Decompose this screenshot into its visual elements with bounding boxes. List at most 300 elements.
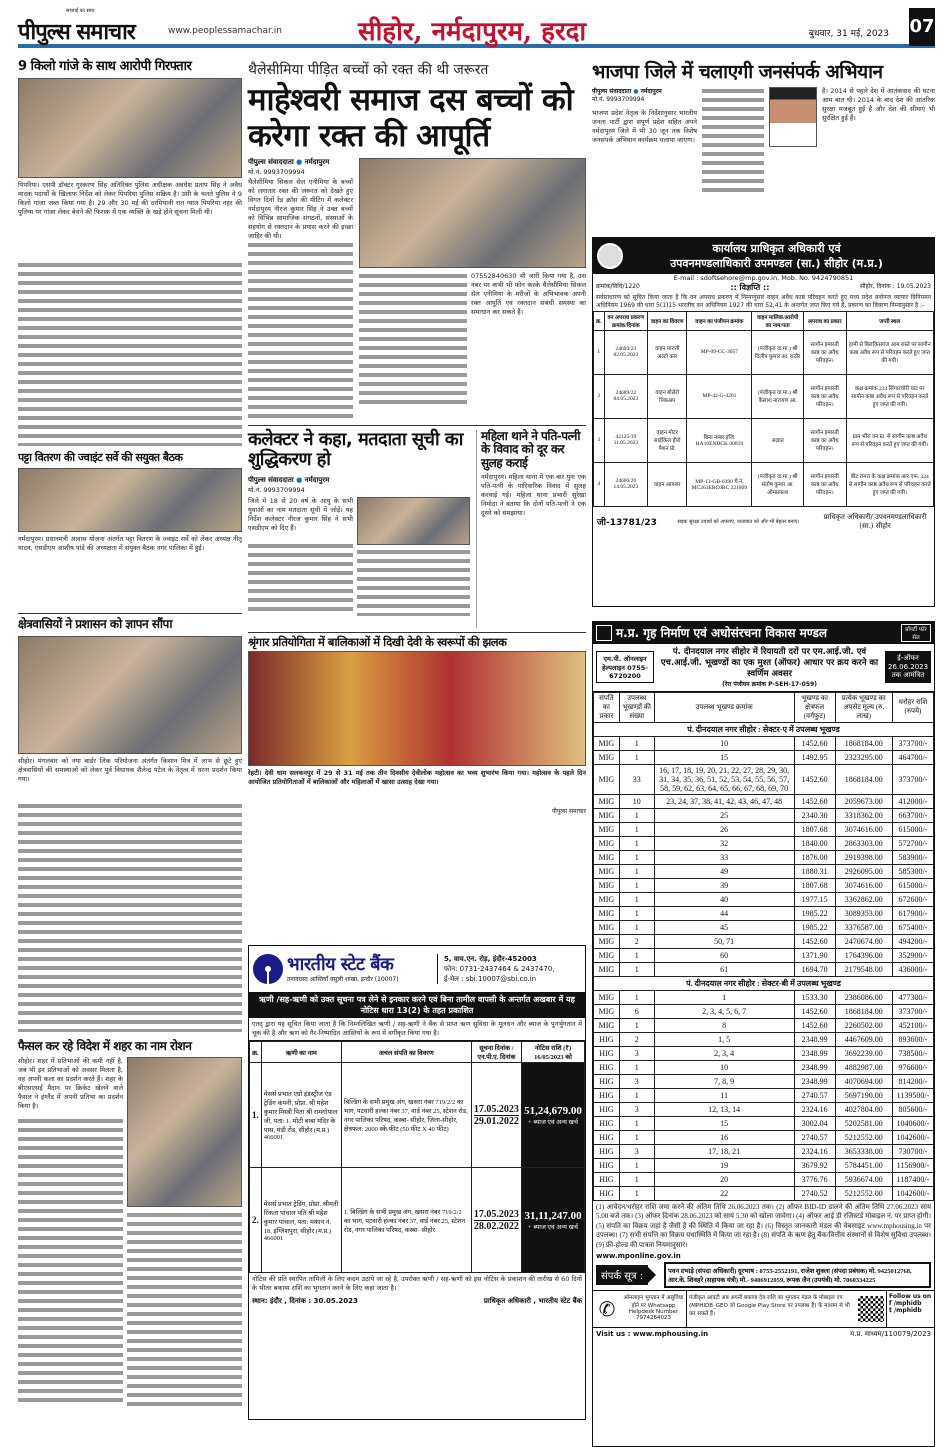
reporter: पीपुल्स संवाददाता [248, 475, 294, 484]
bank-phone: फोन: 0731-2437464 & 2437470, [444, 965, 555, 973]
column-header: वन अपराध प्रकरण क्रमांक/दिनांक [604, 311, 648, 330]
table-cell: (पंजीकृत वा.मा.) श्री दिलीप कुमार आ. राठौर [752, 330, 803, 374]
table-row [594, 850, 934, 864]
table-cell: 15 [654, 1116, 794, 1130]
terms: (1) आवेदन/धरोहर राशि जमा करने की अंतिम तिथि 26.06.2023 तक। (2) ऑफर BID-ID डालने की अंतिम तिथि 27.06.2023 सायं 5.00 बजे तक। (3) ऑफर दिनांक 28.06.2023 को सायं 5.30 को खोला जावेगा। (4) ऑफर आई डी रजिस्टर्ड मोबाइल नं. पर प्राप्त होगी। (5) संपति का विक्रय जहां है जैसी है की स्थिति में किया जा रहा है। (6) विस्तृत जानकारी मंडल की वेबसाइट www.mphousing.in पर उपलब्ध। (7) सभी संपत्ति का विक्रय यथास्थिति में किया जा रहा है। (8) संपति के ऋण हेतु बैंक/वित्तीय संस्थानों से विशेष सुविधा उपलब्ध। (9) फ्री-होल्ड की पात्रता नियमानुसार। [596, 1202, 931, 1249]
table-cell: HIG [594, 1186, 620, 1200]
amount-extra: + ब्याज एवं अन्य खर्च [528, 1223, 578, 1231]
table-cell: वाहन आयशर [648, 462, 687, 506]
table-cell: 3074616.00 [835, 878, 892, 892]
table-cell: 1 [619, 1158, 654, 1172]
table-cell: 44 [654, 906, 794, 920]
table-cell: HIG [594, 1158, 620, 1172]
article-text-continued [702, 87, 764, 197]
table-cell: 1 [619, 892, 654, 906]
article-body: पिपरिया। एसपी डॉक्टर गुरकरण सिंह अतिरिक्त पुलिस अधीक्षक अवधेश प्रताप सिंह ने अवैध मादक पदार्थों के खिलाफ निर्देश को लेकर पिपरिया पुलिस सक्रिय है। उसी के चलते पुलिस ने 9 किलो गांजा जब्त किया गया है। 29 और 30 मई की दरमियानी रात ग्वाल पिपरिया नहर की पुलिया पर गांजा लेकर बेचने की फिराक में एक व्यक्ति के खड़े होने सूचना मिली थी। [18, 181, 242, 217]
table-cell: ग्राम भौंरा वन ग्रा. से सागौन काष्ठ अवैध रूप से परिवहन करते हुए जप्त की गयी। [846, 418, 933, 462]
table-cell: MIG [594, 892, 620, 906]
table-cell: HIG [594, 1032, 620, 1046]
table-row [594, 864, 934, 878]
table-cell: 615000/- [892, 822, 933, 836]
article-photo [18, 468, 242, 532]
article-text-continued [357, 548, 470, 616]
table-cell: 2740.57 [794, 1088, 835, 1102]
mponline-link[interactable]: www.mponline.gov.in [596, 1252, 681, 1261]
table-cell: 1492.95 [794, 750, 835, 764]
table-cell: HIG [594, 1046, 620, 1060]
table-cell: 5697190.00 [835, 1088, 892, 1102]
table-cell: MIG [594, 948, 620, 962]
table-cell: 617900/- [892, 906, 933, 920]
notice-footer: नोटिस की प्रति स्थापित तामिली के लिए कदम उठाये जा रहे है, उपरोक्त ऋणी / सह-ऋणी को इस नोटिस के प्रकाशन की तारीख से 60 दिनों के भीतर बकाया राशि का भुगतान करने के लिए कहा जाता है। [252, 1275, 582, 1292]
property-for-sale-badge: प्रॉपर्टी फॉर सेल [901, 624, 931, 642]
table-cell: MP-42-G-4201 [687, 374, 752, 418]
article-text-continued [18, 1117, 123, 1407]
table-cell: कक्ष क्रमांक 233 सिंगारचोरी घाट पर सागौन काष्ठ अवैध रूप से परिवहन करते हुए जप्त की गयी। [846, 374, 933, 418]
table-cell: 2470674.00 [835, 934, 892, 948]
sector-row [594, 976, 934, 990]
table-cell: 50, 71 [654, 934, 794, 948]
column-header: प्रत्येक भूखण्ड का अपसेट मूल्य (रु. लाख) [835, 692, 892, 722]
table-cell: 1 [619, 920, 654, 934]
table-cell: 3362862.00 [835, 892, 892, 906]
table-cell: 1 [619, 1088, 654, 1102]
article-body: सीहोर। शहर में प्रतिभाओं की कमी नहीं है, जब भी इन प्रतिभाओं को अवसर मिलता है, वह अपनी कला का प्रदर्शन करते हैं। शहर के बीएसएसई मैदान पर क्रिकेट खेलने वाले फैसल ने इंग्लैंड में अपनी प्रतिभा का प्रदर्शन किया है। [18, 1056, 123, 1110]
table-cell: 3002.04 [794, 1116, 835, 1130]
borrower-name: मेसर्स प्रभात एग्रो इंडस्ट्रीज एंड ट्रेडिंग कंपनी, प्रोप्रा. श्री महेश कुमार मिस्त्री पिता श्री रामगोपाल जी, पता: 1. मोटी बाबा मंदिर के पास, मंडी रोड, सीहोर (म.प्र.) 466001 [261, 1063, 341, 1168]
table-cell: 1 [619, 1130, 654, 1144]
forest-notice [592, 237, 935, 607]
table-cell: वाहन मोटर साईकिल हीरो पैशन प्रो. [648, 418, 687, 462]
divider [18, 613, 242, 614]
table-cell: 1139500/- [892, 1088, 933, 1102]
table-row [594, 764, 934, 794]
ad-reference: म.प्र. माध्यम/110079/2023 [850, 1330, 931, 1339]
table-cell: MIG [594, 864, 620, 878]
headline: क्षेत्रवासियों ने प्रशासन को ज्ञापन सौंपा [18, 617, 172, 632]
facebook-handle: /mphidb [893, 1300, 922, 1308]
credit: पीपुल्स समाचार [551, 808, 586, 816]
table-cell: 6 [619, 1004, 654, 1018]
table-row [594, 962, 934, 976]
table-cell: अज्ञात [752, 418, 803, 462]
place: नर्मदापुरम [640, 87, 662, 95]
table-cell: 25 [654, 808, 794, 822]
table-cell: 1 [594, 330, 605, 374]
column-header: उपलब्ध भूखण्ड क्रमांक [654, 692, 794, 722]
table-cell: 494200/- [892, 934, 933, 948]
table-row [594, 920, 934, 934]
table-row [594, 1060, 934, 1074]
table-cell: MIG [594, 750, 620, 764]
column-header: अपराध का प्रकार [803, 311, 846, 330]
table-row [594, 1130, 934, 1144]
notice-date: सीहोर, दिनांक : 19.05.2023 [859, 282, 931, 290]
bank-name: भारतीय स्टेट बैंक [287, 954, 394, 976]
table-cell: 60 [654, 948, 794, 962]
notice-body: सर्वसाधारण को सूचित किया जाता है कि वन अपराध प्रकरण में निम्नानुसार वाहन अवैध काष्ठ परिवहन करते हुए मध्य प्रदेश वनोपज व्यापार विनियमन अधिनियम 1969 की धारा 5(1)15 भारतीय वन अधिनियम 1927 की धारा 52,41 के अन्तर्गत जप्त किए गये हैं, प्रकरण का विवरण निम्नानुसार है :- [596, 293, 931, 309]
table-cell: 2348.99 [794, 1060, 835, 1074]
table-cell: 1 [619, 836, 654, 850]
table-cell: MP-13-GB-0390 चे.नं. MC263ERC0BC 221809 [687, 462, 752, 506]
table-cell: 1 [619, 1186, 654, 1200]
table-cell: 1807.68 [794, 878, 835, 892]
table-row [594, 330, 934, 374]
table-cell: 583900/- [892, 850, 933, 864]
article-body: 07552840630 भी जारी किया गया है, उस नंबर पर कभी भी फोन करके थैलेसीमिया सिकल सेल एनीमिया के मरीजों के अभिभावक अपनी रक्त आपूर्ति एवं रक्तदान संबंधी समस्या का समाधान कर सकते हैं। [471, 272, 586, 317]
table-cell: MIG [594, 920, 620, 934]
table-row [594, 878, 934, 892]
table-cell: 33 [619, 764, 654, 794]
column-header: अचल संपति का विवरण [341, 1042, 471, 1063]
table-cell: 22 [654, 1186, 794, 1200]
table-cell: 19 [654, 1158, 794, 1172]
table-cell: 2863303.00 [835, 836, 892, 850]
table-row [594, 1144, 934, 1158]
byline: पीपुल्स संवाददाता ● नर्मदापुरम [248, 475, 330, 484]
reporter-mobile: मो.नं. 9993709994 [248, 485, 305, 494]
table-cell: 3 [619, 1102, 654, 1116]
amount: 31,11,247.00 [524, 1209, 582, 1222]
article-body: भाजपा प्रदेश नेतृत्व के निर्देशानुसार भारतीय जनता पार्टी द्वारा संपूर्ण प्रदेश सहित अपने नर्मदापुरम जिले में भी 30 जून तक विशेष जनसंपर्क अभियान कार्यक्रम चलाया जाएगा। [592, 108, 697, 144]
table-cell: 5212552.00 [835, 1186, 892, 1200]
table-cell: 1040600/- [892, 1116, 933, 1130]
table-cell: वाहन मारुती अल्टो कार [648, 330, 687, 374]
table-cell: 4882987.00 [835, 1060, 892, 1074]
table-cell: 1 [619, 962, 654, 976]
table-row [594, 934, 934, 948]
portrait-photo [769, 87, 817, 147]
headline: कलेक्टर ने कहा, मतदाता सूची का शुद्धिकरण हो [248, 429, 463, 471]
newspaper-logo: पीपुल्स समाचार [18, 20, 135, 45]
website-link[interactable]: www.peoplessamachar.in [168, 26, 282, 36]
table-cell: MIG [594, 850, 620, 864]
table-cell: 2260502.00 [835, 1018, 892, 1032]
sector-heading: पं. दीनदयाल नगर सीहोर : सेक्टर-बी में उपलब्ध भूखण्ड [594, 976, 934, 990]
bank-email[interactable]: ई-मेल : sbi.10007@sbi.co.in [444, 975, 537, 983]
table-cell: MIG [594, 794, 620, 808]
board-title: म.प्र. गृह निर्माण एवं अधोसंरचना विकास मण्डल [616, 626, 828, 641]
table-cell: 3 [594, 418, 605, 462]
headline: श्रृंगार प्रतियोगिता में बालिकाओं में दिखी देवी के स्वरूपों की झलक [248, 634, 507, 649]
table-cell: वाहन बोलेरो पिकअप [648, 374, 687, 418]
table-cell: 615000/- [892, 878, 933, 892]
table-cell: 8 [654, 1018, 794, 1032]
table-cell: 1 [619, 808, 654, 822]
table-row [594, 1074, 934, 1088]
table-cell: 1452.60 [794, 1018, 835, 1032]
table-cell: 1985.22 [794, 906, 835, 920]
column-header: वाहन मालिक/आरोपी का नाम/पता [752, 311, 803, 330]
table-cell: 2919398.00 [835, 850, 892, 864]
table-cell: 4 [594, 462, 605, 506]
left-column [18, 60, 242, 1411]
table-cell: MIG [594, 1004, 620, 1018]
table-cell: 1452.60 [794, 736, 835, 750]
notice-amount [522, 1168, 585, 1273]
table-cell: 1 [619, 736, 654, 750]
table-cell: 1042600/- [892, 1186, 933, 1200]
table-cell: 24693/23 02.05.2023 [604, 330, 648, 374]
notice-date: 17.05.2023 [473, 1103, 519, 1115]
table-row [594, 1018, 934, 1032]
table-row [594, 750, 934, 764]
notice-title-2: उपवनमण्डलाधिकारी उपमण्डल (सा.) सीहोर (म.प्र.) [670, 256, 883, 270]
column-header: संपति का प्रकार [594, 692, 620, 722]
table-cell: 5212552.00 [835, 1130, 892, 1144]
place: नर्मदापुरम [304, 158, 330, 167]
table-cell: 1977.15 [794, 892, 835, 906]
byline: पीपुल्स संवाददाता ● नर्मदापुरम [248, 158, 330, 167]
app-payment-info: पंजीकृत आवंटी अब अपनी बकाया देय राशि का भुगतान मंडल के मोबाइल एप (MPHIDB_GEO जो Google Play Store पर उपलब्ध है) के माध्यम से भी कर सकते हैं। [689, 1295, 850, 1318]
article-photo [18, 78, 242, 178]
table-cell: 1187400/- [892, 1172, 933, 1186]
byline: पीपुल्स संवाददाता ● नर्मदापुरम [592, 87, 662, 95]
table-cell: (पंजीकृत वा.मा.) श्री संतोष कुमार आ. ओमप्रकाश [752, 462, 803, 506]
table-cell: 2740.52 [794, 1186, 835, 1200]
borrowers-table [249, 1041, 585, 1273]
sector-row [594, 722, 934, 736]
table-cell: 436000/- [892, 962, 933, 976]
table-row [594, 1158, 934, 1172]
table-cell: 1876.00 [794, 850, 835, 864]
article-body: नर्मदापुरम। महिला थाना में एक बार पुनः एक पति-पत्नी के पारिवारिक विवाद में सुलह करवाई गई। महिला थाना प्रभारी सुरेखा निमोदा ने बताया कि दोनों पति-पत्नी ने एक दूसरे को समझाया। [481, 472, 586, 517]
table-row [594, 822, 934, 836]
table-row [594, 1004, 934, 1018]
table-cell: 730700/- [892, 1144, 933, 1158]
place: नर्मदापुरम [304, 475, 330, 484]
table-cell: 1452.60 [794, 764, 835, 794]
divider [248, 425, 586, 426]
offer-text: पं. दीनदयाल नगर सीहोर में रियायती दरों पर एम.आई.जी. एवं एच.आई.जी. भूखण्डों का एक मुश्त (ऑफर) आधार पर क्रय करने का स्वर्णिम अवसर [660, 646, 879, 679]
table-cell: 1840.00 [794, 836, 835, 850]
place-date: स्थान: इंदौर , दिनांक : 30.05.2023 [252, 1297, 358, 1305]
column-header: नोटिस राशि (₹) 16/05/2023 को [522, 1042, 585, 1063]
table-row [594, 462, 934, 506]
table-cell: MIG [594, 764, 620, 794]
table-row [594, 1186, 934, 1200]
page-number: 07 [909, 8, 935, 46]
article-text-continued [127, 1211, 242, 1411]
masthead [18, 8, 935, 48]
table-cell: 1 [619, 906, 654, 920]
table-cell: 2 [594, 374, 605, 418]
contact-details: पवन दभाड़े (संपदा अधिकारी) दूरभाष : 0755-2552191, राजेश शुक्ला (संपदा प्रबंधक) मो. 9425012768, आर.के. शिवहरे (सहायक यंत्री) मो.- 9406912059, रूपक जैन (उपयंत्री) मो. 7060334225 [664, 1262, 931, 1288]
table-cell: MIG [594, 990, 620, 1004]
table-row [594, 1116, 934, 1130]
facebook-link[interactable]: f /mphidb [889, 1300, 922, 1308]
table-row [594, 1088, 934, 1102]
offer-deadline: ई-ऑफर 26.06.2023 तक आमंत्रित [885, 651, 931, 683]
table-cell: 1868184.00 [835, 764, 892, 794]
table-cell: 1533.30 [794, 990, 835, 1004]
table-row [594, 892, 934, 906]
table-cell: 1 [619, 1060, 654, 1074]
twitter-handle: /mphidb [893, 1307, 922, 1315]
table-cell: 26 [654, 822, 794, 836]
table-cell: 45 [654, 920, 794, 934]
table-cell: 477300/- [892, 990, 933, 1004]
table-cell: 1868184.00 [835, 1004, 892, 1018]
table-cell: 352900/- [892, 948, 933, 962]
seized-vehicles-table [593, 311, 934, 507]
table-cell: 17, 18, 21 [654, 1144, 794, 1158]
table-cell: 1 [619, 864, 654, 878]
table-cell: 3653338.00 [835, 1144, 892, 1158]
qr-code-icon[interactable] [858, 1296, 884, 1322]
follow-label: Follow us on [889, 1293, 932, 1301]
table-cell: 2324.16 [794, 1102, 835, 1116]
sector-heading: पं. दीनदयाल नगर सीहोर : सेक्टर-ए में उपलब्ध भूखण्ड [594, 722, 934, 736]
lead-headline: माहेश्वरी समाज दस बच्चों को करेगा रक्त की आपूर्ति [248, 82, 574, 154]
issue-date: बुधवार, 31 मई, 2023 [808, 29, 889, 39]
notice-intro: एतद् द्वारा यह सूचित किया जाता है कि निम्नलिखित ऋणी / सह-ऋणी ने बैंक से प्राप्त ऋण सुविधा के मूलधन और ब्याज के पुनर्भुगतान में चूक की है और ऋण को गैर-निष्पादित आस्तियों के रूप में वर्गीकृत किया गया है। [249, 1018, 585, 1041]
sbi-notice [248, 945, 586, 1420]
table-cell: 1807.68 [794, 822, 835, 836]
table-cell: 373700/- [892, 1004, 933, 1018]
article-photo [357, 497, 470, 545]
table-cell: 663700/- [892, 808, 933, 822]
table-cell: MIG [594, 878, 620, 892]
table-cell: HIG [594, 1130, 620, 1144]
table-cell: MIG [594, 836, 620, 850]
table-row [594, 794, 934, 808]
table-cell: MIG [594, 808, 620, 822]
table-row [594, 990, 934, 1004]
table-cell: 1880.31 [794, 864, 835, 878]
sbi-logo-icon [253, 954, 283, 984]
column-header: उपलब्ध भूखण्डों की संख्या [619, 692, 654, 722]
notice-banner: ऋणी /सह-ऋणी को उक्त सूचना पत्र लेने से इनकार करने एवं बिना तामील वापसी के अन्तर्गत अखबार में यह नोटिस धारा 13(2) के तहत प्रकाशित [249, 992, 585, 1018]
table-cell: 1 [619, 750, 654, 764]
column-header: वाहन का विवरण [648, 311, 687, 330]
table-cell: 1452.60 [794, 934, 835, 948]
table-cell: सागौन इमारती काष्ठ का अवैध परिवहन। [803, 462, 846, 506]
table-cell: 24600/20 14.05.2023 [604, 462, 648, 506]
row-number: 1. [250, 1063, 262, 1168]
table-cell: MIG [594, 822, 620, 836]
notice-ref: क्रमांक/विधि/1220 [596, 282, 640, 290]
table-cell: 3 [619, 1046, 654, 1060]
bank-address: 5, वाय.एन. रोड़, इंदौर-452003 [444, 955, 537, 963]
table-cell: 3089353.00 [835, 906, 892, 920]
table-cell: 3318362.00 [835, 808, 892, 822]
table-row [594, 374, 934, 418]
table-cell: 893600/- [892, 1032, 933, 1046]
table-cell: 61 [654, 962, 794, 976]
article-text-continued [18, 261, 242, 446]
column-header: भूखण्ड का क्षेत्रफल (वर्गफुट) [794, 692, 835, 722]
row-number: 2. [250, 1168, 262, 1273]
table-cell: 1694.70 [794, 962, 835, 976]
table-cell: 42125/19 11.05.2023 [604, 418, 648, 462]
signatory: प्राधिकृत अधिकारी , भारतीय स्टेट बैंक [483, 1297, 582, 1305]
divider [248, 632, 586, 633]
column-header: जप्ती स्थल [846, 311, 933, 330]
table-cell: 10 [654, 736, 794, 750]
twitter-link[interactable]: t /mphidb [889, 1307, 922, 1315]
table-cell: 5936674.00 [835, 1172, 892, 1186]
table-cell: 3679.92 [794, 1158, 835, 1172]
notice-title-1: कार्यालय प्राधिकृत अधिकारी एवं [712, 241, 841, 255]
table-cell: 738500/- [892, 1046, 933, 1060]
article-text-continued [18, 802, 242, 1032]
table-cell: 15 [654, 750, 794, 764]
table-cell: 49 [654, 864, 794, 878]
table-cell: 2348.99 [794, 1046, 835, 1060]
table-cell: MIG [594, 962, 620, 976]
article-body: है। 2014 से पहले देश में आतंकवाद की घटना आम बात थी। 2014 के बाद देश की आंतरिक सुरक्षा मजबूत हुई है और देश की सीमाएं भी सुरक्षित हुई हैं। [822, 86, 935, 122]
reporter-mobile: मो.नं. 9993709994 [592, 95, 645, 103]
visit-website[interactable]: Visit us : www.mphousing.in [596, 1330, 709, 1339]
table-cell: 2340.30 [794, 808, 835, 822]
table-cell: 2, 3, 4, 5, 6, 7 [654, 1004, 794, 1018]
table-cell: 1 [619, 1172, 654, 1186]
table-cell: MIG [594, 906, 620, 920]
table-row [594, 1032, 934, 1046]
table-cell: 2 [619, 1032, 654, 1046]
reporter: पीपुल्स संवाददाता [592, 87, 632, 95]
whatsapp-helpdesk: ऑनलाइन भुगतान में असुविधा होने पर Whatsapp Helpdesk Number 7974264023 [621, 1291, 687, 1327]
table-row [250, 1168, 585, 1273]
notice-amount [522, 1063, 585, 1168]
article-body: रेहटी। देवी धाम सलकनपुर में 29 से 31 मई तक तीन दिवसीय देवीलोक महोत्सव का भव्य शुभारंभ किया गया। महोत्सव के पहले दिन आयोजित प्रतियोगिताओं में बालिकाओं और महिलाओं में खासा उत्साह देखा गया। [248, 769, 586, 787]
right-column [592, 62, 935, 1447]
table-cell: 40 [654, 892, 794, 906]
mponline-helpline: एम.पी. ऑनलाइन हेल्पलाइन 0755-6720200 [596, 651, 654, 683]
table-cell: 12, 13, 14 [654, 1102, 794, 1116]
table-cell: 16 [654, 1130, 794, 1144]
notice-signatory: प्राधिकृत अधिकारी/ उपवनमण्डलाधिकारी (सा.) सीहोर [823, 512, 927, 530]
table-cell: 23, 24, 37, 38, 41, 42, 43, 46, 47, 48 [654, 794, 794, 808]
article-text-continued [248, 542, 353, 612]
notice-contact: E-mail : sdoftsehore@mp.gov.in, Mob. No. 9424790851 [673, 273, 854, 282]
table-cell: (पंजीकृत वा.मा.) श्री कैलाश नारायण आ. [752, 374, 803, 418]
table-cell: 10 [654, 1060, 794, 1074]
lead-photo [359, 158, 586, 268]
table-cell: MP-09-CC-3057 [687, 330, 752, 374]
article-body: थैलेसीमिया सिकल सेल एनीमिया के बच्चों को लगातार रक्त की जरूरत को देखते हुए विगत दिनों रेड क्रॉस की मीटिंग में कलेक्टर नर्मदापुरम नीरज कुमार सिंह ने उक्त बच्चों को विभिन्न सामाजिक संगठनों, संस्थाओं के सहयोग से रक्तदान के प्रयास करने की इच्छा जाहिर की थी। [248, 178, 353, 241]
table-row [594, 836, 934, 850]
table-cell: 1 [619, 1116, 654, 1130]
table-row [594, 1102, 934, 1116]
plots-table [593, 692, 934, 1201]
table-cell: 373700/- [892, 764, 933, 794]
table-row [594, 1172, 934, 1186]
table-cell: 4467609.00 [835, 1032, 892, 1046]
table-cell: 373700/- [892, 736, 933, 750]
table-cell: 672600/- [892, 892, 933, 906]
bank-branch: तनावग्रस्त आस्तियाँ वसूली शाखा, इन्दौर (10007) [287, 975, 399, 983]
table-cell: सागौन इमारती काष्ठ का अवैध परिवहन। [803, 330, 846, 374]
headline: 9 किलो गांजे के साथ आरोपी गिरफ्तार [18, 59, 192, 74]
table-cell: बिना नम्बर इंजि. HA10ENDCK 00819 [687, 418, 752, 462]
table-cell: 10 [619, 794, 654, 808]
table-cell: 24689/22 04.05.2023 [604, 374, 648, 418]
article-body: नर्मदापुरम। प्रधानमंत्री आवास योजना अंतर्गत पट्टा वितरण के ज्वाइंट सर्वे को लेकर अध्यक्ष नीतू यादव, एसडीएम आशीष पांडे की अध्यक्षता में संयुक्त बैठक नगर पालिका में हुई। [18, 535, 242, 553]
notice-heading: :: विज्ञप्ति :: [730, 282, 770, 292]
borrower-name: मेसर्स प्रभात ट्रेडिंग, प्रोप्रा. श्रीमती रिंकता पांचाल पति श्री महेश कुमार पांचाल, पता: मकान नं. 18, इंग्लिशपुरा, सीहोर (म.प्र.) 466001 [261, 1168, 341, 1273]
headline: महिला थाने ने पति-पत्नी के विवाद को दूर कर सुलह कराई [481, 429, 581, 470]
table-cell: 3074616.00 [835, 822, 892, 836]
table-cell: HIG [594, 1116, 620, 1130]
headline: भाजपा जिले में चलाएगी जनसंपर्क अभियान [592, 61, 883, 83]
table-cell: HIG [594, 1060, 620, 1074]
table-cell: 2926095.00 [835, 864, 892, 878]
column-header: क्र. [594, 311, 605, 330]
article-text-continued [359, 272, 467, 407]
article-text-continued [248, 241, 353, 421]
